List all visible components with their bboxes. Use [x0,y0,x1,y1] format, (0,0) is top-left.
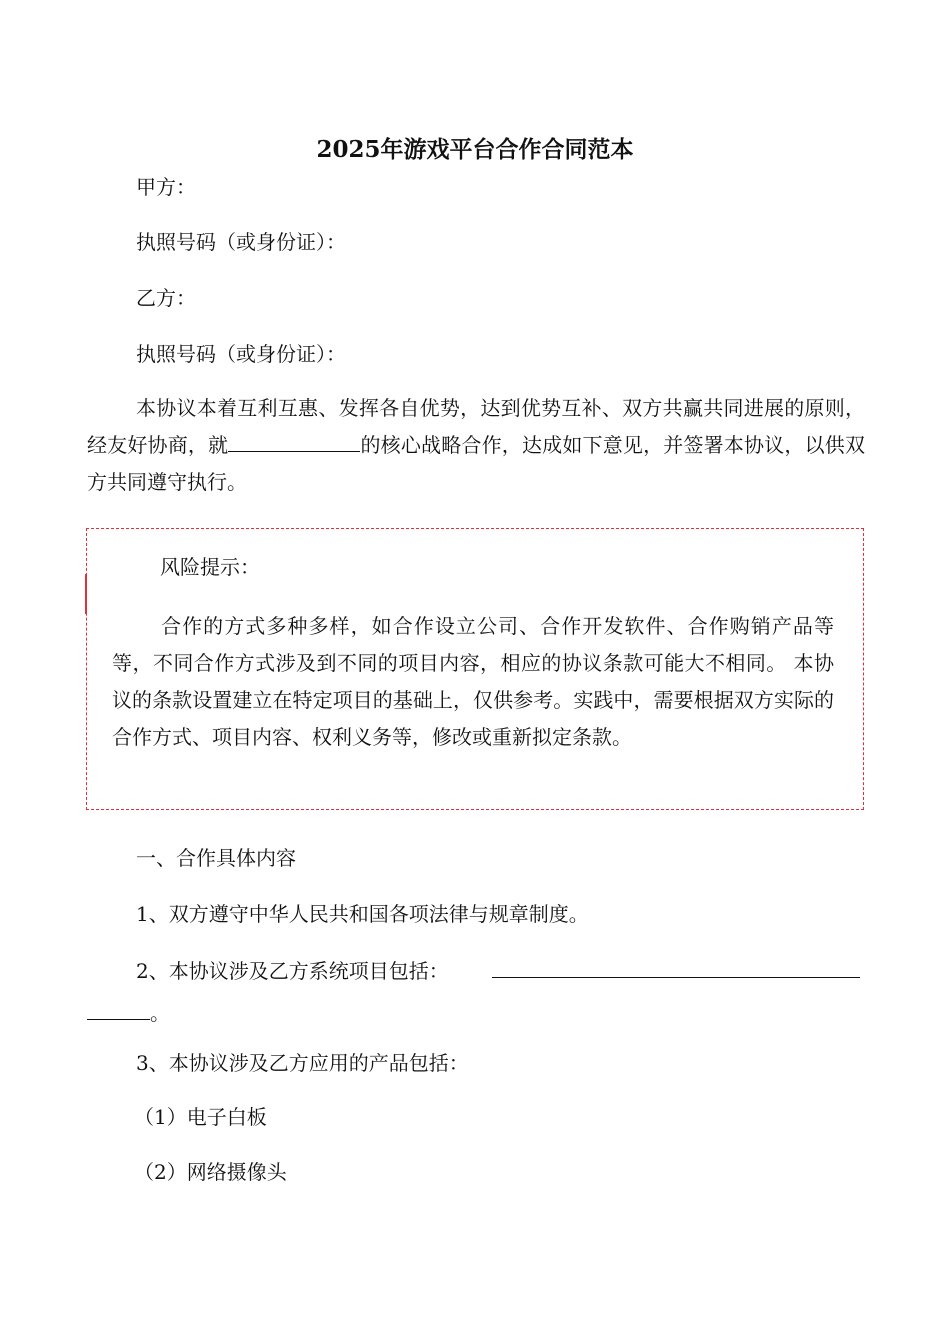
risk-notice-title: 风险提示： [160,555,260,579]
product-item: （2）网络摄像头 [134,1160,287,1184]
item-2: 2、本协议涉及乙方系统项目包括： [136,959,449,983]
intro-text-part1: 本协议本着互利互惠、发挥各自优势，达到优势互补、双方共赢共同进展的原则，经友好协商，就 [87,396,865,457]
cooperation-subject-blank [228,433,360,452]
item-2-continuation [87,998,170,1028]
item-1: 1、双方遵守中华人民共和国各项法律与规章制度。 [136,902,589,926]
item-2-blank-continuation [87,1001,150,1020]
party-b-label: 乙方： [136,286,196,310]
document-title: 2025年游戏平台合作合同范本 [316,136,634,163]
risk-notice-body: 合作的方式多种多样，如合作设立公司、合作开发软件、合作购销产品等等，不同合作方式涉及到不同的项目内容，相应的协议条款可能大不相同。 本协议的条款设置建立在特定项目的基础上，仅供参考。实践中，需要根据双方实际的合作方式、项目内容、权利义务等，修改或重新拟定条款。 [112,614,834,749]
item-3: 3、本协议涉及乙方应用的产品包括： [136,1051,469,1075]
product-item: （1）电子白板 [134,1105,267,1129]
item-2-end: 。 [150,1001,170,1025]
item-2-blank-line [492,977,860,978]
risk-notice-marker [85,574,87,614]
intro-text-part2: 的核心战略合作，达成如下意见，并签署本协议，以供双方共同遵守执行。 [87,433,865,494]
party-a-license-label: 执照号码（或身份证）： [136,230,346,254]
section-1-heading: 一、合作具体内容 [136,846,296,870]
party-a-label: 甲方： [136,175,196,199]
intro-paragraph [87,390,865,501]
party-b-license-label: 执照号码（或身份证）： [136,342,346,366]
risk-notice-box [86,528,864,810]
